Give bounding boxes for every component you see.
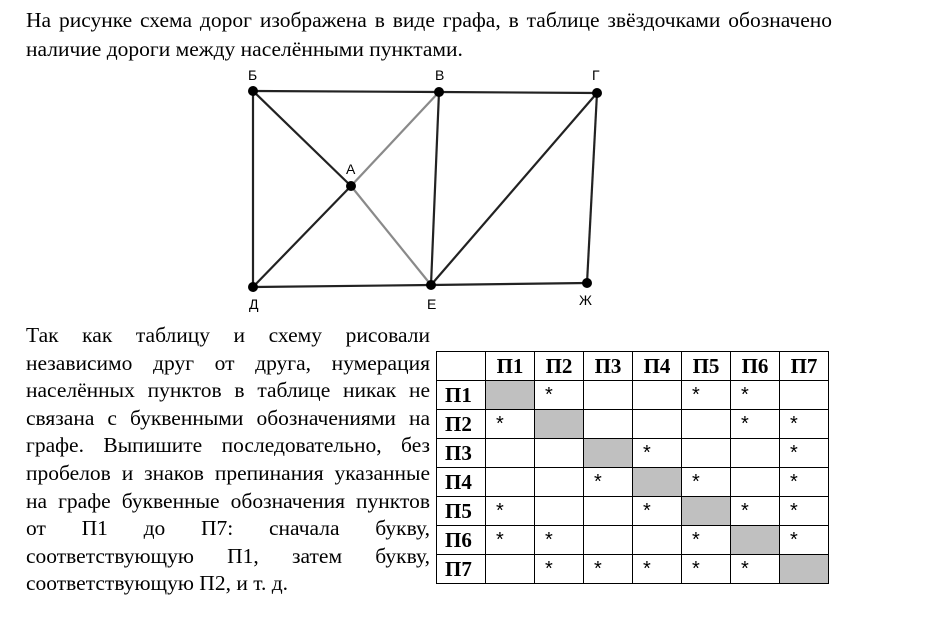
table-row	[437, 497, 829, 526]
vertex-G	[592, 88, 602, 98]
vertex-label-B: Б	[248, 67, 258, 83]
vertex-label-D: Д	[249, 296, 259, 312]
vertex-Zh	[582, 278, 592, 288]
table-cell: *	[486, 526, 535, 555]
table-cell	[584, 439, 633, 468]
table-cell	[633, 468, 682, 497]
table-cell	[682, 439, 731, 468]
table-cell	[731, 526, 780, 555]
row-header: П6	[437, 526, 486, 555]
table-cell: *	[584, 555, 633, 584]
table-cell: *	[682, 526, 731, 555]
row-header: П1	[437, 381, 486, 410]
row-header: П2	[437, 410, 486, 439]
edge-A-V	[351, 92, 439, 186]
table-body	[437, 381, 829, 584]
table-header-row	[437, 352, 829, 381]
table-cell	[584, 497, 633, 526]
table-cell	[584, 381, 633, 410]
col-header: П6	[731, 352, 780, 381]
table-cell: *	[780, 468, 829, 497]
table-cell	[682, 497, 731, 526]
table-row	[437, 381, 829, 410]
row-header: П5	[437, 497, 486, 526]
edge-V-G	[439, 92, 597, 93]
table-cell	[584, 410, 633, 439]
table-row	[437, 526, 829, 555]
vertex-label-Zh: Ж	[579, 292, 592, 308]
edge-D-E	[253, 285, 431, 287]
table-cell: *	[780, 497, 829, 526]
table-cell: *	[633, 497, 682, 526]
edge-B-V	[253, 91, 439, 92]
col-header: П4	[633, 352, 682, 381]
table-cell: *	[731, 555, 780, 584]
table-cell: *	[780, 526, 829, 555]
table-cell: *	[731, 381, 780, 410]
edge-V-E	[431, 92, 439, 285]
table-cell	[780, 381, 829, 410]
table-cell: *	[682, 468, 731, 497]
vertex-label-G: Г	[592, 67, 600, 83]
col-header: П5	[682, 352, 731, 381]
table-cell: *	[633, 439, 682, 468]
edge-A-E	[351, 186, 431, 285]
table-cell	[486, 555, 535, 584]
vertex-E	[426, 280, 436, 290]
table-cell	[633, 381, 682, 410]
table-cell	[731, 439, 780, 468]
table-row	[437, 439, 829, 468]
col-header: П1	[486, 352, 535, 381]
table-cell	[535, 497, 584, 526]
vertex-V	[434, 87, 444, 97]
table-cell	[633, 526, 682, 555]
edge-G-Zh	[587, 93, 597, 283]
table-cell: *	[535, 381, 584, 410]
adjacency-table	[436, 351, 829, 584]
table-cell: *	[486, 410, 535, 439]
table-cell	[780, 555, 829, 584]
edge-B-A	[253, 91, 351, 186]
table-cell: *	[584, 468, 633, 497]
vertex-label-E: Е	[427, 296, 437, 312]
table-cell	[584, 526, 633, 555]
vertex-B	[248, 86, 258, 96]
table-cell: *	[633, 555, 682, 584]
table-corner-cell	[437, 352, 486, 381]
table-cell	[731, 468, 780, 497]
col-header: П7	[780, 352, 829, 381]
vertex-A	[346, 181, 356, 191]
table-cell	[535, 468, 584, 497]
table-cell	[486, 439, 535, 468]
table-cell: *	[535, 555, 584, 584]
table-cell	[535, 410, 584, 439]
table-cell	[486, 381, 535, 410]
col-header: П3	[584, 352, 633, 381]
row-header: П7	[437, 555, 486, 584]
row-header: П3	[437, 439, 486, 468]
table-cell	[535, 439, 584, 468]
vertex-label-V: В	[435, 67, 445, 83]
table-cell: *	[682, 381, 731, 410]
table-cell: *	[780, 410, 829, 439]
edge-A-D	[253, 186, 351, 287]
table-cell: *	[780, 439, 829, 468]
edge-G-E	[431, 93, 597, 285]
vertex-D	[248, 282, 258, 292]
table-cell: *	[731, 410, 780, 439]
table-cell: *	[486, 497, 535, 526]
col-header: П2	[535, 352, 584, 381]
row-header: П4	[437, 468, 486, 497]
task-text: Так как таблицу и схему рисовали независимо друг от друга, нумерация населённых пунктов в таблице никак не связана с буквенными обозначениями на графе. Выпишите последовательно, без пробелов и знаков препинания указанные на графе буквенные обозначения пунктов от П1 до П7: сначала букву, соответствующую П1, затем букву, соответствующую П2, и т. д.	[26, 323, 430, 596]
vertex-label-A: А	[346, 161, 356, 177]
table-cell: *	[535, 526, 584, 555]
table-cell	[682, 410, 731, 439]
edge-E-Zh	[431, 283, 587, 285]
table-cell: *	[682, 555, 731, 584]
table-cell	[633, 410, 682, 439]
table-row	[437, 555, 829, 584]
table-cell	[486, 468, 535, 497]
table-row	[437, 468, 829, 497]
table-row	[437, 410, 829, 439]
table-cell: *	[731, 497, 780, 526]
intro-text: На рисунке схема дорог изображена в виде графа, в таблице звёздочками обозначено наличие дороги между населёнными пунктами.	[26, 8, 832, 61]
